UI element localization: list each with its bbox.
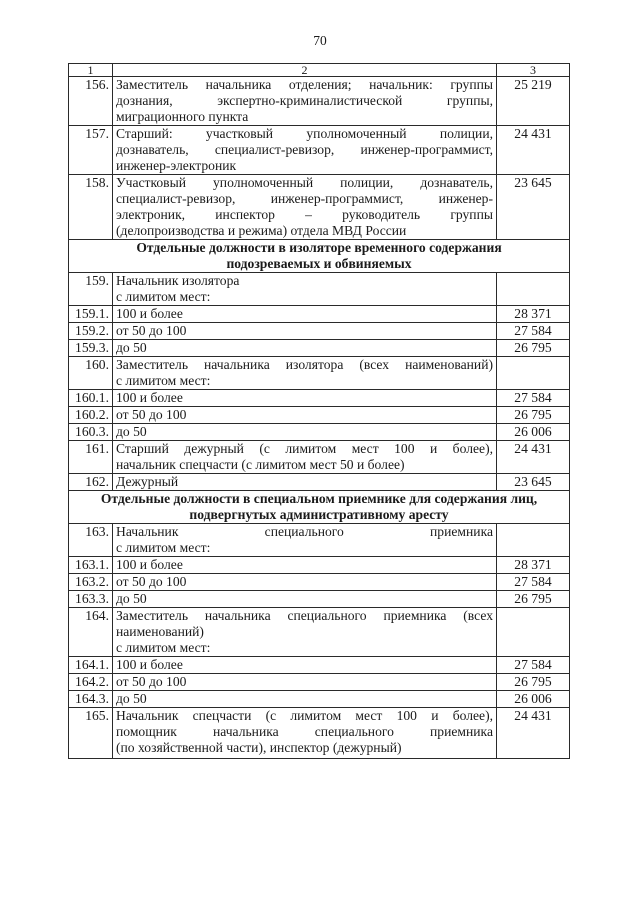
table-row: [69, 357, 570, 390]
row-number: 161.: [69, 441, 113, 474]
position-description: [113, 557, 497, 574]
row-number: 164.: [69, 608, 113, 657]
section-heading: [69, 491, 570, 524]
table-row: [69, 674, 570, 691]
salary-value: 28 371: [497, 557, 570, 574]
description-line: (делопроизводства и режима) отдела МВД России: [116, 223, 407, 238]
description-line: до 50: [116, 340, 147, 355]
position-description: [113, 424, 497, 441]
salary-value: 26 006: [497, 424, 570, 441]
salary-value: [497, 608, 570, 657]
salary-value: 23 645: [497, 175, 570, 240]
table-row: [69, 340, 570, 357]
position-description: [113, 524, 497, 557]
row-number: 163.3.: [69, 591, 113, 608]
section-heading-line: Отдельные должности в специальном приемнике для содержания лиц,: [100, 491, 538, 506]
row-number: 164.1.: [69, 657, 113, 674]
position-description: [113, 357, 497, 390]
salary-value: 28 371: [497, 306, 570, 323]
position-description: [113, 657, 497, 674]
salary-value: 26 006: [497, 691, 570, 708]
position-description: [113, 608, 497, 657]
row-number: 159.: [69, 273, 113, 306]
column-header-3: 3: [497, 64, 570, 77]
salary-value: [497, 273, 570, 306]
description-line: Заместитель начальника специального приемника (всех: [116, 608, 493, 623]
description-line: с лимитом мест:: [116, 640, 211, 655]
position-description: [113, 306, 497, 323]
salary-value: 26 795: [497, 591, 570, 608]
row-number: 157.: [69, 126, 113, 175]
description-line: от 50 до 100: [116, 574, 187, 589]
salary-value: 23 645: [497, 474, 570, 491]
description-line: (по хозяйственной части), инспектор (дежурный): [116, 740, 402, 755]
position-description: [113, 273, 497, 306]
row-number: 162.: [69, 474, 113, 491]
salary-value: 26 795: [497, 340, 570, 357]
row-number: 163.2.: [69, 574, 113, 591]
table-row: [69, 557, 570, 574]
description-line: Дежурный: [116, 474, 179, 489]
row-number: 156.: [69, 77, 113, 126]
description-line: 100 и более: [116, 557, 183, 572]
table-row: [69, 591, 570, 608]
section-heading-line: подозреваемых и обвиняемых: [226, 256, 412, 271]
column-header-1: 1: [69, 64, 113, 77]
table-row: [69, 77, 570, 126]
section-heading-row: [69, 491, 570, 524]
description-line: от 50 до 100: [116, 407, 187, 422]
position-description: [113, 77, 497, 126]
description-line: 100 и более: [116, 657, 183, 672]
table-row: [69, 175, 570, 240]
row-number: 160.1.: [69, 390, 113, 407]
description-line: Заместитель начальника изолятора (всех наименований): [116, 357, 493, 372]
table-row: [69, 657, 570, 674]
table-row: [69, 691, 570, 708]
table-header-row: [69, 64, 570, 77]
description-line: Старший дежурный (с лимитом мест 100 и более),: [116, 441, 493, 456]
table-row: [69, 273, 570, 306]
page-number: 70: [313, 33, 327, 48]
table-row: [69, 574, 570, 591]
table-row: [69, 424, 570, 441]
description-line: наименований): [116, 624, 204, 639]
description-line: Начальник спецчасти (с лимитом мест 100 и более),: [116, 708, 493, 723]
section-heading-row: [69, 240, 570, 273]
salary-value: 27 584: [497, 574, 570, 591]
row-number: 159.1.: [69, 306, 113, 323]
description-line: от 50 до 100: [116, 674, 187, 689]
salary-value: 26 795: [497, 674, 570, 691]
section-heading-line: Отдельные должности в изоляторе временного содержания: [136, 240, 502, 255]
description-line: Начальник специального приемника: [116, 524, 493, 539]
row-number: 160.: [69, 357, 113, 390]
description-line: Старший: участковый уполномоченный полиции,: [116, 126, 493, 141]
column-header-2: 2: [113, 64, 497, 77]
position-description: [113, 574, 497, 591]
row-number: 164.2.: [69, 674, 113, 691]
row-number: 159.2.: [69, 323, 113, 340]
salary-value: 25 219: [497, 77, 570, 126]
description-line: до 50: [116, 691, 147, 706]
description-line: дознаватель, специалист-ревизор, инженер-программист,: [116, 142, 493, 157]
row-number: 159.3.: [69, 340, 113, 357]
salary-value: 27 584: [497, 657, 570, 674]
salary-value: [497, 357, 570, 390]
position-description: [113, 591, 497, 608]
description-line: электроник, инспектор – руководитель группы: [116, 207, 493, 222]
position-description: [113, 126, 497, 175]
section-heading: [69, 240, 570, 273]
table-row: [69, 126, 570, 175]
position-description: [113, 691, 497, 708]
description-line: Заместитель начальника отделения; начальник: группы: [116, 77, 493, 92]
position-description: [113, 674, 497, 691]
salary-value: 27 584: [497, 390, 570, 407]
description-line: специалист-ревизор, инженер-программист, инженер-: [116, 191, 493, 206]
description-line: миграционного пункта: [116, 109, 249, 124]
description-line: с лимитом мест:: [116, 373, 211, 388]
salary-value: [497, 524, 570, 557]
row-number: 164.3.: [69, 691, 113, 708]
description-line: начальник спецчасти (с лимитом мест 50 и более): [116, 457, 405, 472]
table-row: [69, 524, 570, 557]
table-row: [69, 474, 570, 491]
position-description: [113, 407, 497, 424]
salary-value: 24 431: [497, 708, 570, 759]
row-number: 160.2.: [69, 407, 113, 424]
table-row: [69, 306, 570, 323]
table-row: [69, 608, 570, 657]
description-line: с лимитом мест:: [116, 289, 211, 304]
description-line: Участковый уполномоченный полиции, дознаватель,: [116, 175, 493, 190]
table-row: [69, 390, 570, 407]
position-description: [113, 175, 497, 240]
salary-value: 27 584: [497, 323, 570, 340]
position-description: [113, 390, 497, 407]
description-line: дознания, экспертно-криминалистической группы,: [116, 93, 493, 108]
row-number: 158.: [69, 175, 113, 240]
row-number: 163.1.: [69, 557, 113, 574]
row-number: 163.: [69, 524, 113, 557]
table-row: [69, 708, 570, 759]
description-line: 100 и более: [116, 306, 183, 321]
description-line: с лимитом мест:: [116, 540, 211, 555]
position-description: [113, 708, 497, 759]
description-line: инженер-электроник: [116, 158, 237, 173]
description-line: 100 и более: [116, 390, 183, 405]
section-heading-line: подвергнутых административному аресту: [189, 507, 449, 522]
position-description: [113, 323, 497, 340]
row-number: 160.3.: [69, 424, 113, 441]
description-line: до 50: [116, 424, 147, 439]
description-line: до 50: [116, 591, 147, 606]
description-line: от 50 до 100: [116, 323, 187, 338]
table-row: [69, 323, 570, 340]
table-row: [69, 441, 570, 474]
table-row: [69, 407, 570, 424]
position-description: [113, 340, 497, 357]
description-line: Начальник изолятора: [116, 273, 240, 288]
salary-table: [68, 63, 570, 759]
description-line: помощник начальника специального приемника: [116, 724, 493, 739]
position-description: [113, 474, 497, 491]
salary-value: 24 431: [497, 126, 570, 175]
table-body: [69, 64, 570, 759]
salary-value: 26 795: [497, 407, 570, 424]
position-description: [113, 441, 497, 474]
salary-value: 24 431: [497, 441, 570, 474]
row-number: 165.: [69, 708, 113, 759]
